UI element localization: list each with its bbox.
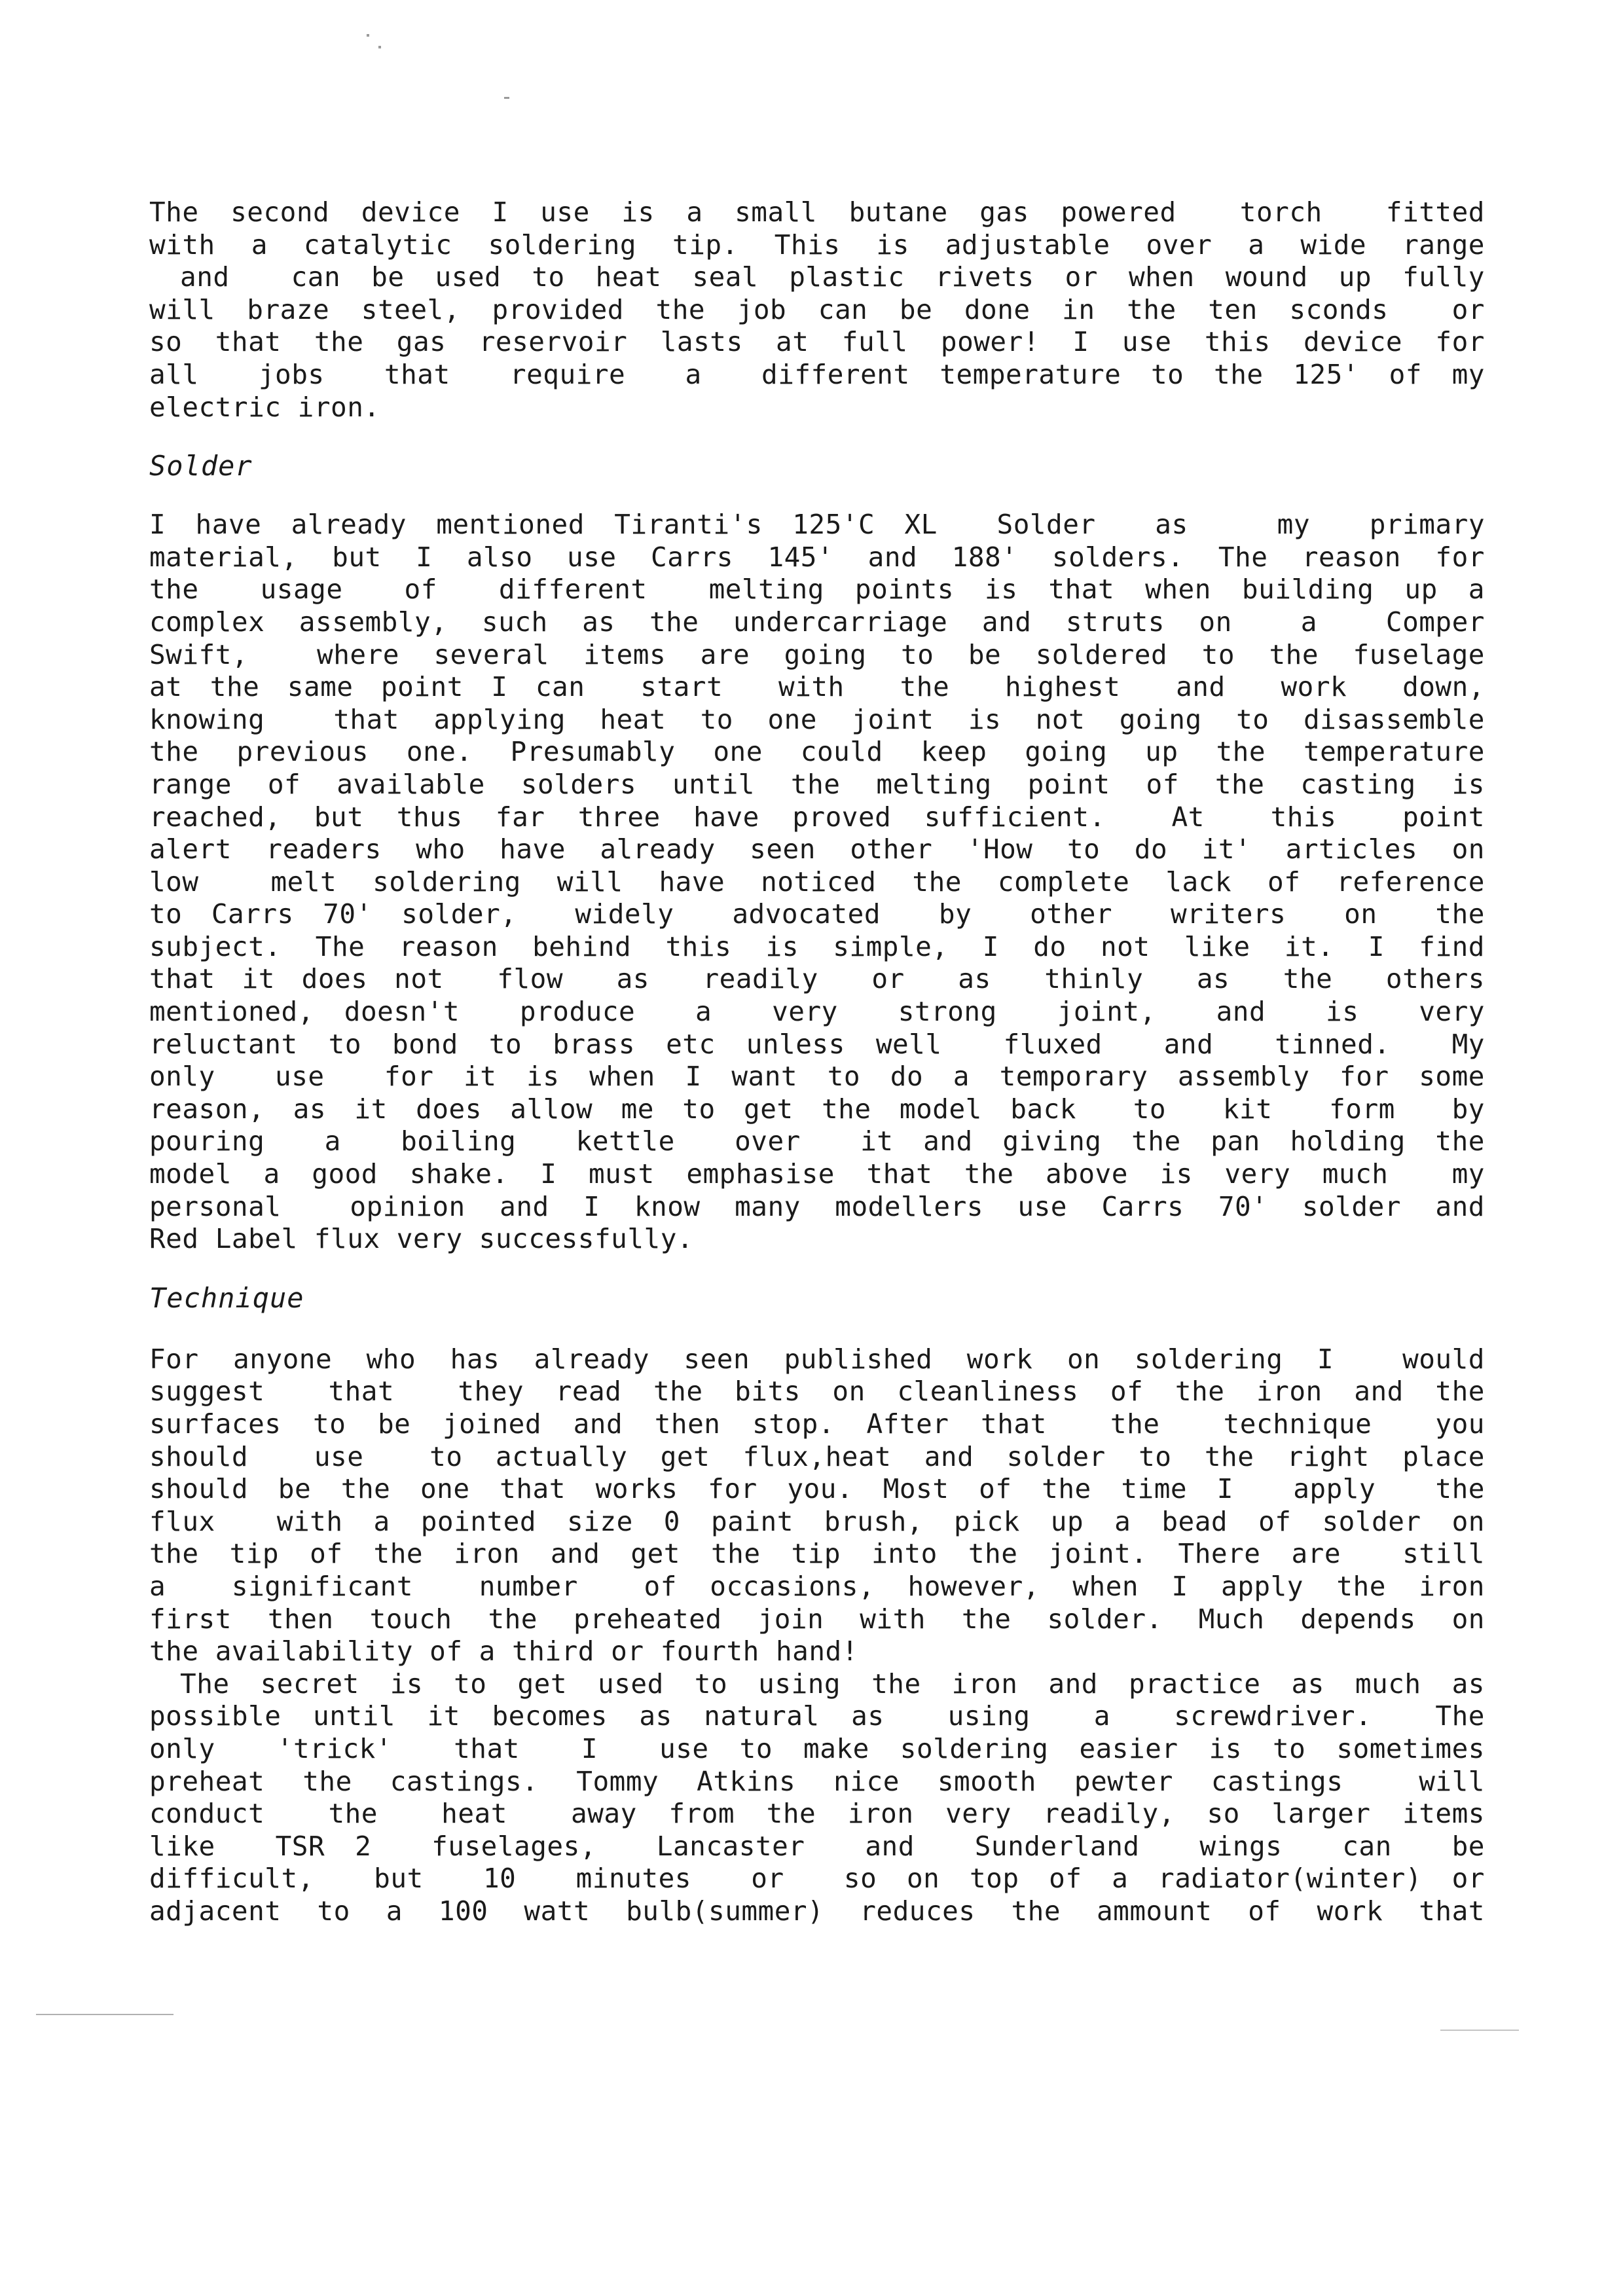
text-line: should use to actually get flux,heat and solder to the right place	[149, 1440, 1485, 1472]
text-line: surfaces to be joined and then stop. After that the technique you	[149, 1408, 1485, 1440]
text-line: the tip of the iron and get the tip into the joint. There are still	[149, 1538, 1485, 1570]
scan-speck	[504, 97, 509, 99]
scan-rule-right	[1440, 2030, 1519, 2031]
text-line: complex assembly, such as the undercarriage and struts on a Comper	[149, 606, 1485, 638]
text-line: only use for it is when I want to do a temporary assembly for some	[149, 1061, 1485, 1093]
text-line: reason, as it does allow me to get the model back to kit form by	[149, 1093, 1485, 1125]
text-line: I have already mentioned Tiranti's 125'C XL Solder as my primary	[149, 509, 1485, 541]
text-line: conduct the heat away from the iron very readily, so larger items	[149, 1798, 1485, 1830]
text-line: knowing that applying heat to one joint is not going to disassemble	[149, 703, 1485, 735]
text-line: like TSR 2 fuselages, Lancaster and Sunderland wings can be	[149, 1830, 1485, 1862]
section-heading-technique: Technique	[149, 1281, 304, 1314]
text-line: difficult, but 10 minutes or so on top of a radiator(winter) or	[149, 1863, 1485, 1895]
text-line: the usage of different melting points is that when building up a	[149, 574, 1485, 606]
text-line: will braze steel, provided the job can be done in the ten sconds or	[149, 293, 1485, 325]
text-line: all jobs that require a different temperature to the 125' of my	[149, 358, 1485, 390]
paragraph-secret	[149, 1668, 1485, 1928]
text-line: reached, but thus far three have proved sufficient. At this point	[149, 801, 1485, 833]
text-line: flux with a pointed size 0 paint brush, pick up a bead of solder on	[149, 1505, 1485, 1537]
text-line: low melt soldering will have noticed the complete lack of reference	[149, 866, 1485, 898]
text-line: first then touch the preheated join with the solder. Much depends on	[149, 1603, 1485, 1635]
text-line: only 'trick' that I use to make soldering easier is to sometimes	[149, 1732, 1485, 1764]
text-line: a significant number of occasions, however, when I apply the iron	[149, 1570, 1485, 1602]
scan-speck	[378, 46, 381, 48]
text-line: the previous one. Presumably one could keep going up the temperature	[149, 736, 1485, 768]
text-line: pouring a boiling kettle over it and giving the pan holding the	[149, 1125, 1485, 1157]
text-line: the availability of a third or fourth hand!	[149, 1635, 858, 1667]
text-line: model a good shake. I must emphasise that the above is very much my	[149, 1158, 1485, 1190]
paragraph-solder	[149, 509, 1485, 1256]
text-line: at the same point I can start with the highest and work down,	[149, 671, 1485, 703]
text-line: Swift, where several items are going to be soldered to the fuselage	[149, 638, 1485, 670]
text-line: material, but I also use Carrs 145' and 188' solders. The reason for	[149, 541, 1485, 573]
text-line: reluctant to bond to brass etc unless well fluxed and tinned. My	[149, 1028, 1485, 1060]
text-line: The secret is to get used to using the iron and practice as much as	[149, 1667, 1485, 1700]
text-line: adjacent to a 100 watt bulb(summer) reduces the ammount of work that	[149, 1895, 1485, 1927]
text-line: Red Label flux very successfully.	[149, 1223, 694, 1255]
scan-speck	[367, 34, 369, 37]
text-line: alert readers who have already seen other 'How to do it' articles on	[149, 833, 1485, 866]
text-line: so that the gas reservoir lasts at full power! I use this device for	[149, 326, 1485, 358]
paragraph-butane-torch	[149, 196, 1485, 424]
text-line: that it does not flow as readily or as thinly as the others	[149, 963, 1485, 995]
article-body	[149, 196, 1485, 1928]
text-line: preheat the castings. Tommy Atkins nice smooth pewter castings will	[149, 1765, 1485, 1797]
text-line: electric iron.	[149, 391, 380, 423]
text-line: should be the one that works for you. Most of the time I apply the	[149, 1473, 1485, 1505]
text-line: mentioned, doesn't produce a very strong joint, and is very	[149, 996, 1485, 1028]
text-line: suggest that they read the bits on cleanliness of the iron and the	[149, 1376, 1485, 1408]
text-line: The second device I use is a small butane gas powered torch fitted	[149, 196, 1485, 228]
text-line: with a catalytic soldering tip. This is adjustable over a wide range	[149, 228, 1485, 261]
section-heading-solder: Solder	[149, 450, 253, 483]
text-line: range of available solders until the melting point of the casting is	[149, 768, 1485, 800]
text-line: and can be used to heat seal plastic rivets or when wound up fully	[149, 261, 1485, 293]
text-line: to Carrs 70' solder, widely advocated by other writers on the	[149, 898, 1485, 930]
text-line: personal opinion and I know many modellers use Carrs 70' solder and	[149, 1190, 1485, 1222]
text-line: subject. The reason behind this is simple, I do not like it. I find	[149, 930, 1485, 962]
text-line: possible until it becomes as natural as using a screwdriver. The	[149, 1700, 1485, 1732]
text-line: For anyone who has already seen published work on soldering I would	[149, 1343, 1485, 1375]
scan-rule-left	[36, 2014, 173, 2015]
paragraph-technique	[149, 1343, 1485, 1668]
